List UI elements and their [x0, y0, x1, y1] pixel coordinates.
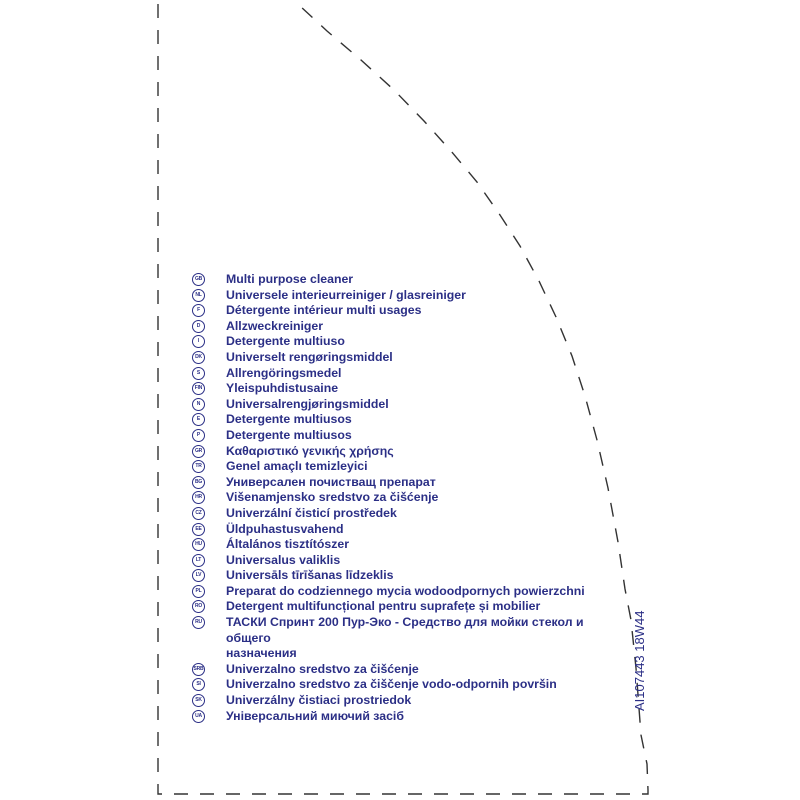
product-name-text: Detergent multifuncțional pentru suprafețe și mobilier: [226, 599, 541, 614]
language-row: [192, 490, 611, 506]
product-name-text: Universāls tīrīšanas līdzeklis: [226, 568, 394, 583]
country-code-badge: BG: [192, 476, 205, 489]
product-name-text: Üldpuhastusvahend: [226, 521, 344, 536]
product-name-text: Καθαριστικό γενικής χρήσης: [226, 443, 394, 458]
language-row: [192, 272, 611, 288]
product-name-text: Preparat do codziennego mycia wodoodpornych powierzchni: [226, 583, 585, 598]
product-name-text: Detergente multiuso: [226, 334, 345, 349]
product-name-text: Genel amaçlı temizleyici: [226, 459, 368, 474]
product-name-text: Általános tisztítószer: [226, 537, 349, 552]
language-row: [192, 428, 611, 444]
country-code-badge: NL: [192, 289, 205, 302]
product-name-text: Universelt rengøringsmiddel: [226, 349, 393, 364]
language-row: [192, 709, 611, 725]
language-row: [192, 475, 611, 491]
product-name-text: Univerzalno sredstvo za čišćenje: [226, 661, 419, 676]
country-code-badge: SI: [192, 678, 205, 691]
product-name-text: ТАСКИ Спринт 200 Пур-Эко - Средство для мойки стекол и общего назначения: [226, 615, 584, 661]
country-code-badge: UA: [192, 710, 205, 723]
language-row: [192, 584, 611, 600]
language-row: [192, 459, 611, 475]
product-name-text: Allrengöringsmedel: [226, 365, 342, 380]
country-code-badge: GR: [192, 445, 205, 458]
product-name-text: Détergente intérieur multi usages: [226, 303, 422, 318]
country-code-badge: RO: [192, 600, 205, 613]
product-name-text: Višenamjensko sredstvo za čišćenje: [226, 490, 439, 505]
product-name-text: Univerzální čisticí prostředek: [226, 505, 397, 520]
country-code-badge: SK: [192, 694, 205, 707]
country-code-badge: FIN: [192, 382, 205, 395]
product-name-text: Univerzálny čistiaci prostriedok: [226, 693, 412, 708]
country-code-badge: GB: [192, 273, 205, 286]
language-row: [192, 615, 611, 662]
country-code-badge: HR: [192, 491, 205, 504]
product-name-text: Univerzalno sredstvo za čiščenje vodo-odpornih površin: [226, 677, 557, 692]
language-list: [192, 272, 611, 724]
country-code-badge: I: [192, 335, 205, 348]
language-row: [192, 662, 611, 678]
country-code-badge: HU: [192, 538, 205, 551]
language-row: [192, 506, 611, 522]
country-code-badge: N: [192, 398, 205, 411]
product-name-text: Universele interieurreiniger / glasreiniger: [226, 287, 466, 302]
country-code-badge: LT: [192, 554, 205, 567]
language-row: [192, 334, 611, 350]
product-name-text: Allzweckreiniger: [226, 318, 324, 333]
language-row: [192, 568, 611, 584]
product-code: AI107443 18W44: [632, 610, 647, 711]
country-code-badge: DK: [192, 351, 205, 364]
language-row: [192, 288, 611, 304]
language-row: [192, 381, 611, 397]
language-row: [192, 599, 611, 615]
country-code-badge: TR: [192, 460, 205, 473]
language-row: [192, 350, 611, 366]
country-code-badge: F: [192, 304, 205, 317]
language-row: [192, 303, 611, 319]
product-name-text: Universalus valiklis: [226, 552, 341, 567]
country-code-badge: D: [192, 320, 205, 333]
product-name-text: Універсальний миючий засіб: [226, 708, 404, 723]
language-row: [192, 444, 611, 460]
language-row: [192, 397, 611, 413]
language-row: [192, 693, 611, 709]
language-row: [192, 522, 611, 538]
product-name-text: Универсален почистващ препарат: [226, 474, 436, 489]
country-code-badge: PL: [192, 585, 205, 598]
product-name-text: Detergente multiusos: [226, 412, 352, 427]
product-name-text: Yleispuhdistusaine: [226, 381, 339, 396]
country-code-badge: E: [192, 413, 205, 426]
product-name-text: Universalrengjøringsmiddel: [226, 396, 389, 411]
language-row: [192, 553, 611, 569]
product-name-text: Detergente multiusos: [226, 427, 352, 442]
country-code-badge: EE: [192, 523, 205, 536]
language-row: [192, 677, 611, 693]
language-row: [192, 319, 611, 335]
country-code-badge: SRB: [192, 663, 205, 676]
language-row: [192, 412, 611, 428]
language-row: [192, 537, 611, 553]
language-row: [192, 366, 611, 382]
product-name-text: Multi purpose cleaner: [226, 272, 354, 286]
country-code-badge: P: [192, 429, 205, 442]
country-code-badge: CZ: [192, 507, 205, 520]
country-code-badge: RU: [192, 616, 205, 629]
country-code-badge: LV: [192, 569, 205, 582]
country-code-badge: S: [192, 367, 205, 380]
